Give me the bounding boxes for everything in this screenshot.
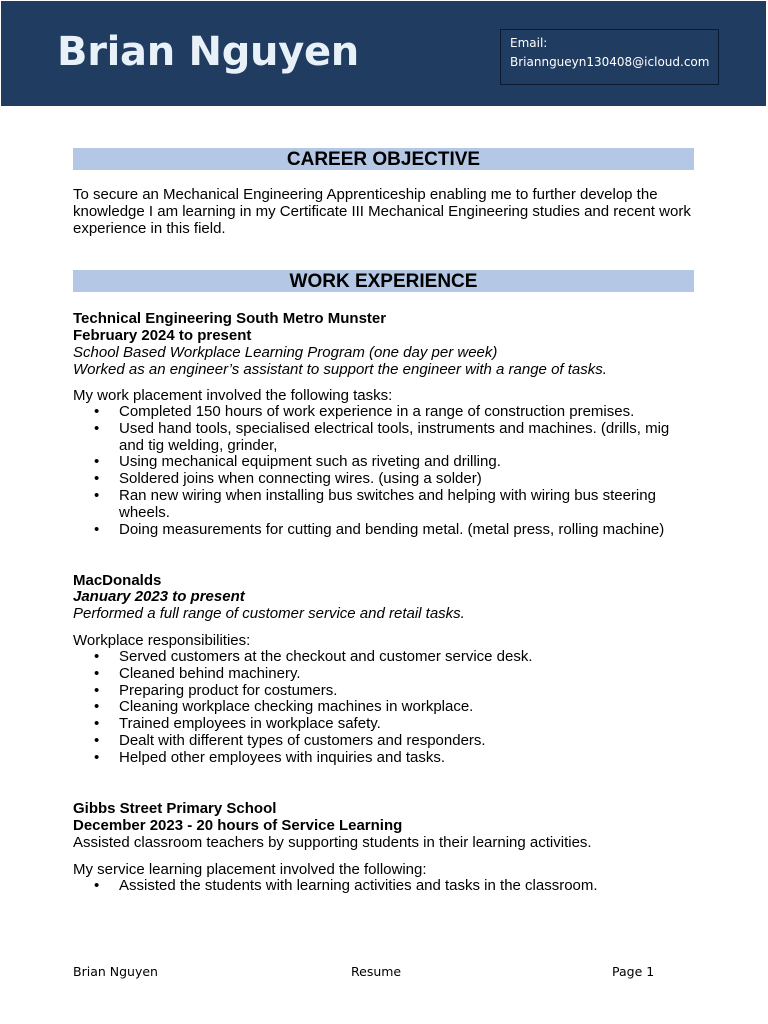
list-item: • Used hand tools, specialised electrical tools, instruments and machines. (drills, mig and tig welding, grinder, <box>94 419 670 454</box>
job-dates: February 2024 to present <box>73 327 252 344</box>
job-employer: Technical Engineering South Metro Munster <box>73 310 387 327</box>
list-item-text: Completed 150 hours of work experience in a range of construction premises. <box>119 403 635 420</box>
list-item-text: Preparing product for costumers. <box>119 681 338 699</box>
list-item-text: Ran new wiring when installing bus switches and helping with wiring bus steering wheels. <box>119 486 656 521</box>
footer-page-number: Page 1 <box>612 964 655 979</box>
list-item-text: Doing measurements for cutting and bending metal. (metal press, rolling machine) <box>119 520 665 538</box>
list-item-text: Cleaning workplace checking machines in workplace. <box>119 698 474 716</box>
list-item: • Served customers at the checkout and customer service desk. <box>94 648 533 665</box>
job-summary: Assisted classroom teachers by supporting students in their learning activities. <box>73 834 592 851</box>
job-dates: December 2023 - 20 hours of Service Learning <box>73 817 403 834</box>
job-intro: My service learning placement involved the following: <box>73 861 427 878</box>
job-program: School Based Workplace Learning Program (one day per week) <box>73 344 498 361</box>
list-item-text: Served customers at the checkout and customer service desk. <box>119 648 533 665</box>
job-intro: My work placement involved the following tasks: <box>73 387 393 404</box>
list-item-text: Trained employees in workplace safety. <box>119 715 381 733</box>
header-banner <box>1 1 766 106</box>
email-address[interactable]: Brianngueyn130408@icloud.com <box>510 55 710 69</box>
list-item-text: Using mechanical equipment such as riveting and drilling. <box>119 453 501 471</box>
footer-title: Resume <box>351 964 402 979</box>
list-item: • Trained employees in workplace safety. <box>94 715 381 733</box>
list-item-text: Soldered joins when connecting wires. (using a solder) <box>119 470 482 488</box>
list-item: • Using mechanical equipment such as riveting and drilling. <box>94 453 501 471</box>
list-item: • Assisted the students with learning activities and tasks in the classroom. <box>94 877 598 894</box>
job-role: Worked as an engineer’s assistant to support the engineer with a range of tasks. <box>73 361 607 378</box>
list-item-text: Cleaned behind machinery. <box>119 664 301 682</box>
footer-name: Brian Nguyen <box>73 964 158 979</box>
job-task-list <box>73 878 695 895</box>
list-item-text: Used hand tools, specialised electrical tools, instruments and machines. (drills, mig and tig welding, grinder, <box>119 419 670 454</box>
list-item-text: Assisted the students with learning activities and tasks in the classroom. <box>119 877 598 894</box>
email-label: Email: <box>510 36 548 50</box>
section-heading-career-objective: CAREER OBJECTIVE <box>73 148 694 170</box>
job-task-list <box>73 649 695 767</box>
candidate-name: Brian Nguyen <box>57 29 359 75</box>
section-heading-work-experience: WORK EXPERIENCE <box>73 270 694 292</box>
list-item: • Helped other employees with inquiries and tasks. <box>94 748 446 766</box>
job-task-list <box>73 404 695 538</box>
list-item: • Soldered joins when connecting wires. (using a solder) <box>94 470 482 488</box>
list-item: • Doing measurements for cutting and bending metal. (metal press, rolling machine) <box>94 520 665 538</box>
job-intro: Workplace responsibilities: <box>73 632 251 649</box>
email-box <box>500 29 719 85</box>
job-summary: Performed a full range of customer service and retail tasks. <box>73 605 465 622</box>
job-employer: MacDonalds <box>73 572 162 589</box>
job-employer: Gibbs Street Primary School <box>73 800 277 817</box>
list-item: • Ran new wiring when installing bus switches and helping with wiring bus steering wheels. <box>94 486 656 521</box>
list-item-text: Dealt with different types of customers and responders. <box>119 731 486 749</box>
list-item-text: Helped other employees with inquiries and tasks. <box>119 748 446 766</box>
list-item: • Cleaned behind machinery. <box>94 664 301 682</box>
objective-text: To secure an Mechanical Engineering Apprenticeship enabling me to further develop the knowledge I am learning in my Certificate III Mechanical Engineering studies and recent work experience in this field. <box>73 186 691 237</box>
job-dates: January 2023 to present <box>73 588 245 605</box>
list-item: • Completed 150 hours of work experience in a range of construction premises. <box>94 403 635 420</box>
list-item: • Cleaning workplace checking machines in workplace. <box>94 698 474 716</box>
list-item: • Dealt with different types of customers and responders. <box>94 731 486 749</box>
list-item: • Preparing product for costumers. <box>94 681 338 699</box>
